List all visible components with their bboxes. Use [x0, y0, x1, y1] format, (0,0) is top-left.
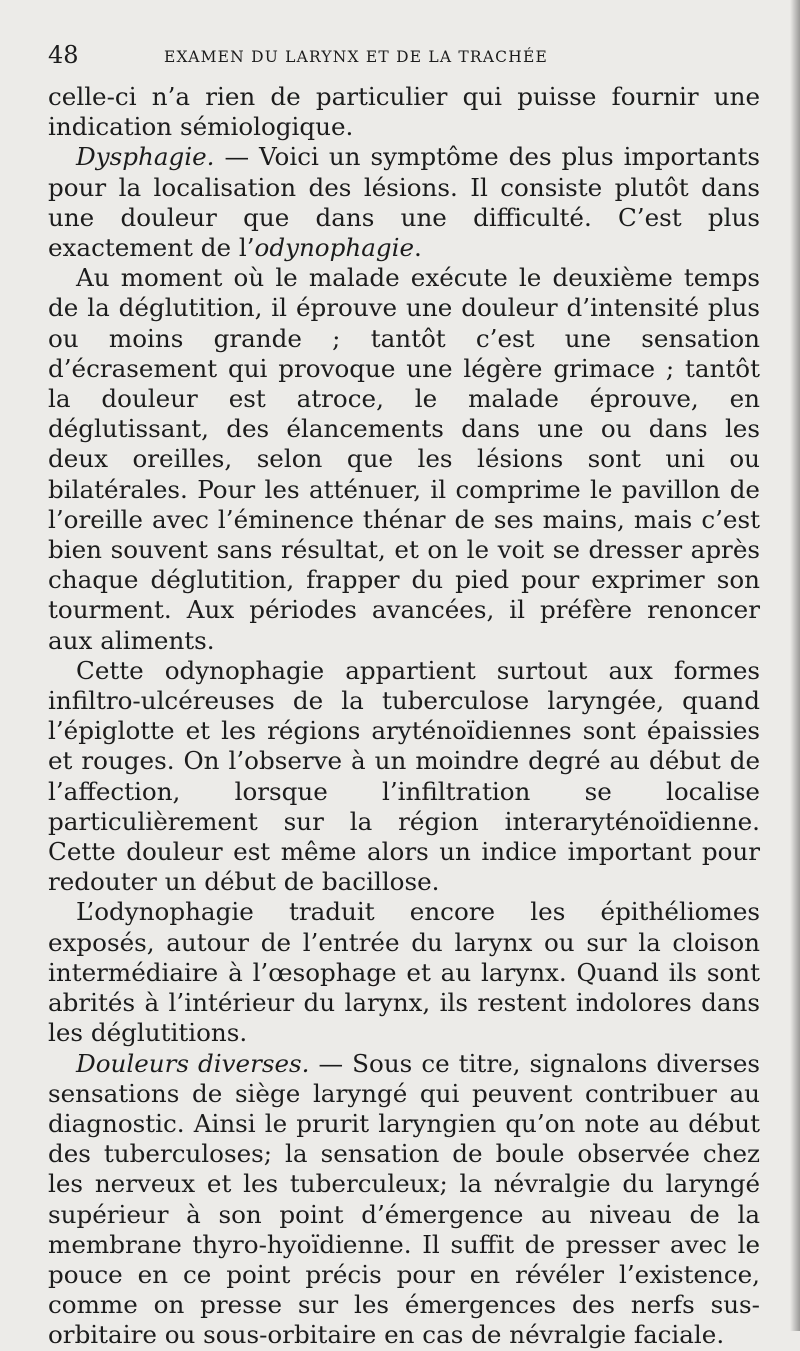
- section-heading-dysphagie: Dysphagie.: [76, 142, 215, 172]
- paragraph-continuation: celle-ci n’a rien de particulier qui puisse fournir une indication sémiologique.: [48, 82, 760, 142]
- page-number: 48: [48, 41, 79, 69]
- paragraph-douleurs-diverses: [48, 1049, 760, 1351]
- paragraph-epitheliomes: L’odynophagie traduit encore les épithéliomes exposés, autour de l’entrée du larynx ou sur la cloison intermédiaire à l’œsophage et au larynx. Quand ils sont abrités à l’intérieur du larynx, ils restent indolores dans les déglutitions.: [48, 897, 760, 1048]
- paragraph-dysphagie: [48, 142, 760, 263]
- paragraph-deglutition: Au moment où le malade exécute le deuxième temps de la déglutition, il éprouve une douleur d’intensité plus ou moins grande ; tantôt c’est une sensation d’écrasement qui provoque une légère grimace ; tantôt la douleur est atroce, le malade éprouve, en déglutissant, des élancements dans une ou dans les deux oreilles, selon que les lésions sont uni ou bilatérales. Pour les atténuer, il comprime le pavillon de l’oreille avec l’éminence thénar de ses mains, mais c’est bien souvent sans résultat, et on le voit se dresser après chaque déglutition, frapper du pied pour exprimer son tourment. Aux périodes avancées, il préfère renoncer aux aliments.: [48, 263, 760, 655]
- running-head: [48, 34, 760, 74]
- paragraph-douleurs-diverses-text: — Sous ce titre, signalons diverses sensations de siège laryngé qui peuvent contribuer au diagnostic. Ainsi le prurit laryngien qu’on note au début des tuberculoses; la sensation de boule observée chez les nerveux et les tuberculeux; la névralgie du laryngé supérieur à son point d’émergence au niveau de la membrane thyro-hyoïdienne. Il suffit de presser avec le pouce en ce point précis pour en révéler l’existence, comme on presse sur les émergences des nerfs sus-orbitaire ou sous-orbitaire en cas de névralgie faciale.: [48, 1048, 761, 1350]
- term-odynophagie: odynophagie: [254, 233, 415, 263]
- section-heading-douleurs-diverses: Douleurs diverses.: [76, 1048, 310, 1078]
- body-text: [48, 82, 760, 1351]
- paragraph-dysphagie-end: .: [414, 233, 422, 263]
- paragraph-dysphagie-text: — Voici un symptôme des plus importants pour la localisation des lésions. Il consiste plutôt dans une douleur que dans une difficulté. C’est plus exactement de l’: [48, 142, 760, 263]
- paragraph-odynophagie-tuberculose: Cette odynophagie appartient surtout aux formes infiltro-ulcéreuses de la tuberculose laryngée, quand l’épiglotte et les régions aryténoïdiennes sont épaissies et rouges. On l’observe à un moindre degré au début de l’affection, lorsque l’infiltration se localise particulièrement sur la région interaryténoïdienne. Cette douleur est même alors un indice important pour redouter un début de bacillose.: [48, 655, 760, 897]
- running-title: EXAMEN DU LARYNX ET DE LA TRACHÉE: [164, 48, 548, 66]
